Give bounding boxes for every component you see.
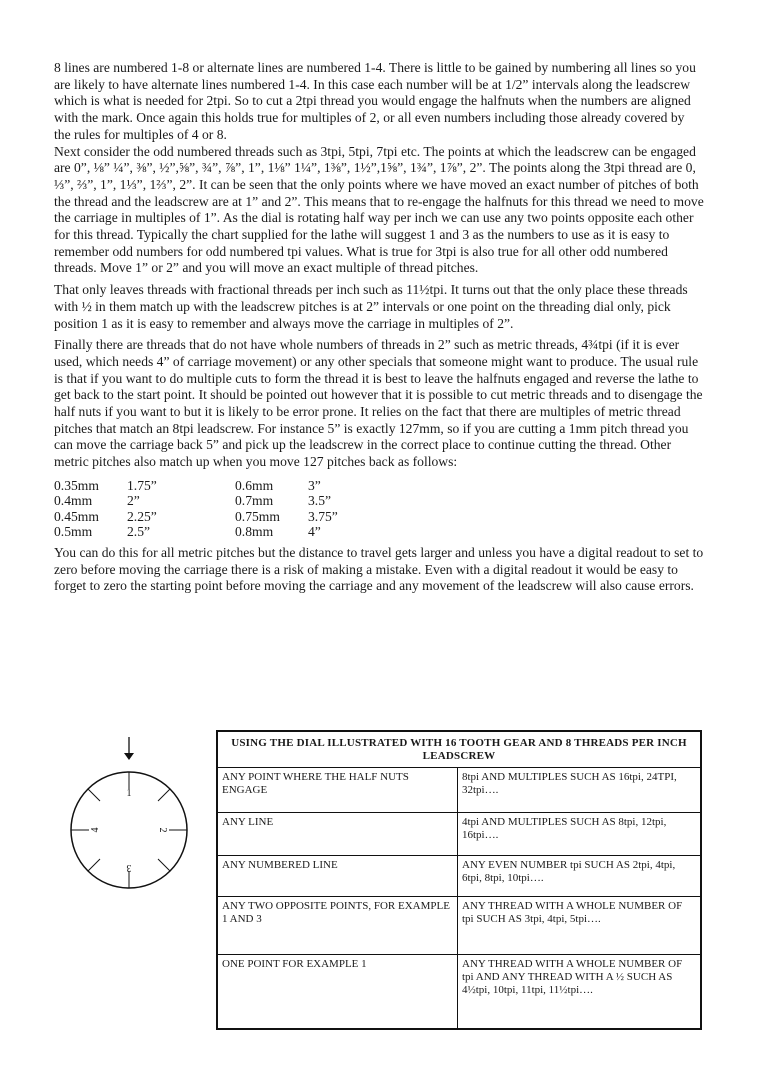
alignment-arrow-icon — [124, 753, 134, 760]
dial-tick — [88, 789, 100, 801]
thread-type-cell: 8tpi AND MULTIPLES SUCH AS 16tpi, 24TPI, 32tpi…. — [458, 768, 702, 813]
dial-tick — [158, 859, 170, 871]
dial-tick — [88, 859, 100, 871]
dial-number-3: 3 — [126, 862, 132, 873]
table-row — [54, 524, 338, 540]
dial-position-cell: ANY TWO OPPOSITE POINTS, FOR EXAMPLE 1 AND 3 — [217, 897, 458, 955]
dial-number-1: 1 — [126, 788, 132, 799]
dial-usage-table — [216, 730, 702, 1030]
pitch-cell: 0.7mm — [235, 493, 274, 509]
pitch-cell: 0.45mm — [54, 508, 99, 524]
metric-pitch-table — [54, 478, 338, 540]
pitch-cell: 0.35mm — [54, 477, 99, 493]
distance-cell: 3.5” — [308, 493, 332, 509]
table-row — [54, 478, 338, 494]
paragraph-metric-threads: Finally there are threads that do not have whole numbers of threads in 2” such as metric threads, 4¾tpi (if it is ever used, which needs 4” of carriage movement) or any other specials that someone might want to produce. The usual rule is that if you want to do multiple cuts to form the thread it is best to leave the halfnuts engaged and reverse the lathe to get back to the start point. It should be pointed out however that it is possible to cut metric threads and to disengage the half nuts if you want to but it is likely to be error prone. It relies on the fact that there are multiples of metric thread pitches that match an 8tpi leadscrew. For instance 5” is exactly 127mm, so if you are cutting a 1mm pitch thread you can move the carriage back 5” and pick up the leadscrew in the correct place to continue cutting the thread. Other metric pitches also match up when you move 127 pitches back as follows: — [54, 337, 703, 470]
paragraph-digital-readout: You can do this for all metric pitches but the distance to travel gets larger and unless you have a digital readout to set to zero before moving the carriage there is a risk of making a mistake. Even with a digital readout it would be easy to forget to zero the starting point before moving the carriage and any movement of the leadscrew will also cause errors. — [54, 544, 704, 594]
table-row — [217, 768, 701, 813]
table-row — [54, 509, 338, 525]
thread-type-cell: ANY EVEN NUMBER tpi SUCH AS 2tpi, 4tpi, 6tpi, 8tpi, 10tpi…. — [458, 856, 702, 897]
distance-cell: 3” — [308, 477, 321, 493]
dial-position-cell: ANY LINE — [217, 813, 458, 856]
distance-cell: 1.75” — [127, 477, 157, 493]
table-row — [54, 493, 338, 509]
pitch-cell: 0.8mm — [235, 524, 274, 540]
distance-cell: 4” — [308, 524, 321, 540]
table-title: USING THE DIAL ILLUSTRATED WITH 16 TOOTH GEAR AND 8 THREADS PER INCH LEADSCREW — [217, 731, 701, 768]
dial-number-2: 2 — [157, 827, 168, 833]
thread-type-cell: ANY THREAD WITH A WHOLE NUMBER OF tpi AND ANY THREAD WITH A ½ SUCH AS 4½tpi, 10tpi, 11tpi, 11½tpi…. — [458, 955, 702, 1030]
paragraph-halfnut-numbering: 8 lines are numbered 1-8 or alternate lines are numbered 1-4. There is little to be gained by numbering all lines so you are likely to have alternate lines numbered 1-4. In this case each number will be at 1/2” intervals along the leadscrew which is what is needed for 2tpi. So to cut a 2tpi thread you would engage the halfnuts when the numbers are aligned with the mark. Once again this holds true for multiples of 2, or all even numbers including those already covered by the rules for multiples of 4 or 8. — [54, 60, 696, 142]
paragraph-fractional-threads: That only leaves threads with fractional threads per inch such as 11½tpi. It turns out that the only place these threads with ½ in them match up with the leadscrew pitches is at 2” intervals or one point on the threading dial only, pick position 1 as it is easy to remember and always move the carriage in multiples of 2”. — [54, 282, 688, 331]
threading-dial-diagram — [67, 737, 191, 901]
table-row — [217, 955, 701, 1030]
distance-cell: 2.5” — [127, 524, 151, 540]
dial-position-cell: ONE POINT FOR EXAMPLE 1 — [217, 955, 458, 1030]
dial-position-cell: ANY NUMBERED LINE — [217, 856, 458, 897]
table-row — [217, 897, 701, 955]
distance-cell: 2” — [127, 493, 140, 509]
pitch-cell: 0.6mm — [235, 477, 274, 493]
distance-cell: 3.75” — [308, 508, 338, 524]
dial-tick — [158, 789, 170, 801]
pitch-cell: 0.5mm — [54, 524, 93, 540]
table-row — [217, 856, 701, 897]
thread-type-cell: ANY THREAD WITH A WHOLE NUMBER OF tpi SUCH AS 3tpi, 4tpi, 5tpi…. — [458, 897, 702, 955]
document-body — [54, 60, 704, 595]
thread-type-cell: 4tpi AND MULTIPLES SUCH AS 8tpi, 12tpi, 16tpi…. — [458, 813, 702, 856]
paragraph-odd-threads: Next consider the odd numbered threads such as 3tpi, 5tpi, 7tpi etc. The points at which the leadscrew can be engaged are 0”, ⅛” ¼”, ⅜”, ½”,⅝”, ¾”, ⅞”, 1”, 1⅛” 1¼”, 1⅜”, 1½”,1⅝”, 1¾”, 1⅞”, 2”. The points along the 3tpi thread are 0, ⅓”, ⅔”, 1”, 1⅓”, 1⅔”, 2”. It can be seen that the only points where we have moved an exact number of pitches of both the thread and the leadscrew are at 1” and 2”. This means that to re-engage the halfnuts for this thread we need to move the carriage in multiples of 1”. As the dial is rotating half way per inch we can use any two points opposite each other for this thread. Typically the chart supplied for the lathe will suggest 1 and 3 as the numbers to use as it is easy to remember odd numbers for odd numbered tpi values. What is true for 3tpi is also true for all other odd numbered threads. Move 1” or 2” and you will move an exact multiple of thread pitches. — [54, 143, 704, 276]
dial-position-cell: ANY POINT WHERE THE HALF NUTS ENGAGE — [217, 768, 458, 813]
distance-cell: 2.25” — [127, 508, 157, 524]
pitch-cell: 0.4mm — [54, 493, 93, 509]
pitch-cell: 0.75mm — [235, 508, 280, 524]
table-row — [217, 813, 701, 856]
dial-number-4: 4 — [90, 827, 101, 833]
